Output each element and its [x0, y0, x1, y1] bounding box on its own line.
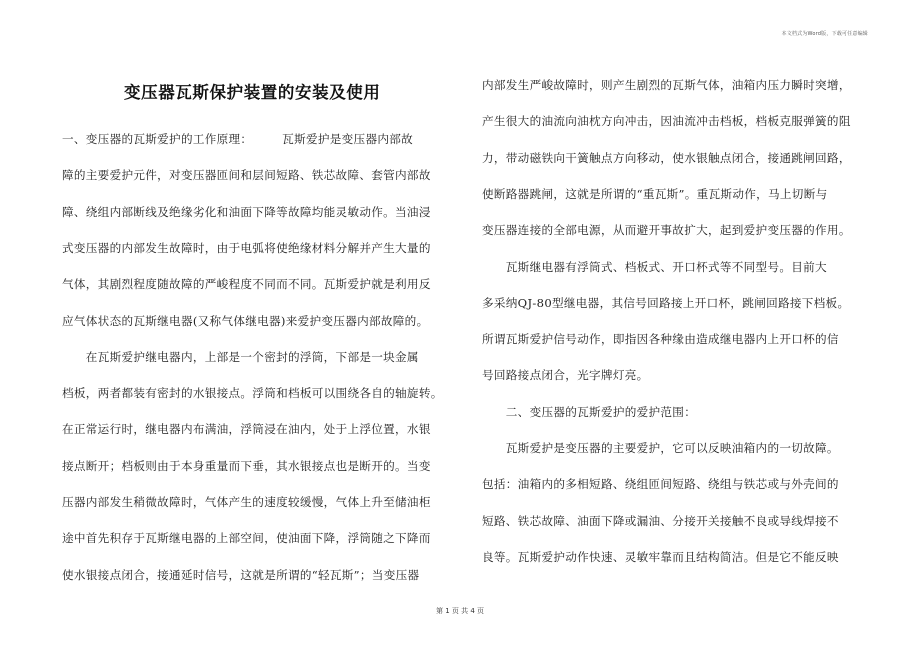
- text-line: 一、变压器的瓦斯爱护的工作原理： 瓦斯爱护是变压器内部故: [62, 132, 414, 146]
- header-note: 本文档式为Word版，下载可任意编辑: [781, 31, 868, 37]
- text-line: 二、变压器的瓦斯爱护的爱护范围：: [482, 404, 697, 419]
- text-line: 变压器连接的全部电源，从而避开事故扩大，起到爱护变压器的作用。: [482, 223, 851, 238]
- text-line: 瓦斯爱护是变压器的主要爱护，它可以反映油箱内的一切故障。: [482, 441, 839, 455]
- text-line: 号回路接点闭合，光字牌灯亮。: [482, 368, 649, 383]
- text-line: 力，带动磁铁向干簧触点方向移动，使水银触点闭合，接通跳闸回路，: [482, 150, 851, 165]
- text-line: 档板，两者都装有密封的水银接点。浮筒和档板可以围绕各自的轴旋转。: [62, 386, 443, 401]
- text-line: 所谓瓦斯爱护信号动作，即指因各种缘由造成继电器内上开口杯的信: [482, 332, 839, 347]
- text-line: 良等。瓦斯爱护动作快速、灵敏牢靠而且结构简洁。但是它不能反映: [482, 549, 839, 564]
- text-line: 式变压器的内部发生故障时，由于电弧将使绝缘材料分解并产生大量的: [62, 240, 431, 255]
- text-line: 在正常运行时，继电器内布满油，浮筒浸在油内，处于上浮位置，水银: [62, 422, 431, 437]
- text-line: 气体，其剧烈程度随故障的严峻程度不同而不同。瓦斯爱护就是利用反: [62, 277, 431, 292]
- text-line: 瓦斯继电器有浮筒式、档板式、开口杯式等不同型号。目前大: [482, 259, 827, 274]
- text-line: 接点断开；档板则由于本身重量而下垂，其水银接点也是断开的。当变: [62, 458, 431, 473]
- text-line: 应气体状态的瓦斯继电器(又称气体继电器)来爱护变压器内部故障的。: [62, 313, 429, 328]
- text-line: 使水银接点闭合，接通延时信号，这就是所谓的“轻瓦斯”；当变压器: [62, 567, 420, 582]
- text-line: 短路、铁芯故障、油面下降或漏油、分接开关接触不良或导线焊接不: [482, 513, 839, 528]
- text-line: 产生很大的油流向油枕方向冲击，因油流冲击档板，档板克服弹簧的阻: [482, 114, 851, 129]
- text-line: 多采纳QJ-80型继电器，其信号回路接上开口杯，跳闸回路接下档板。: [482, 295, 850, 310]
- text-line: 压器内部发生稍微故障时，气体产生的速度较缓慢，气体上升至储油柜: [62, 495, 431, 509]
- page-footer: 第 1 页 共 4 页: [435, 607, 485, 615]
- text-line: 障的主要爱护元件，对变压器匝间和层间短路、铁芯故障、套管内部故: [62, 168, 431, 183]
- page-title: 变压器瓦斯保护装置的安装及使用: [124, 83, 381, 102]
- text-line: 障、绕组内部断线及绝缘劣化和油面下降等故障均能灵敏动作。当油浸: [62, 204, 431, 219]
- text-line: 内部发生严峻故障时，则产生剧烈的瓦斯气体，油箱内压力瞬时突增，: [482, 78, 851, 92]
- text-line: 使断路器跳闸，这就是所谓的“重瓦斯”。重瓦斯动作，马上切断与: [482, 186, 828, 201]
- text-line: 途中首先积存于瓦斯继电器的上部空间，使油面下降，浮筒随之下降而: [62, 531, 431, 546]
- text-line: 包括：油箱内的多相短路、绕组匝间短路、绕组与铁芯或与外壳间的: [482, 477, 839, 492]
- text-line: 在瓦斯爱护继电器内，上部是一个密封的浮筒，下部是一块金属: [62, 349, 419, 364]
